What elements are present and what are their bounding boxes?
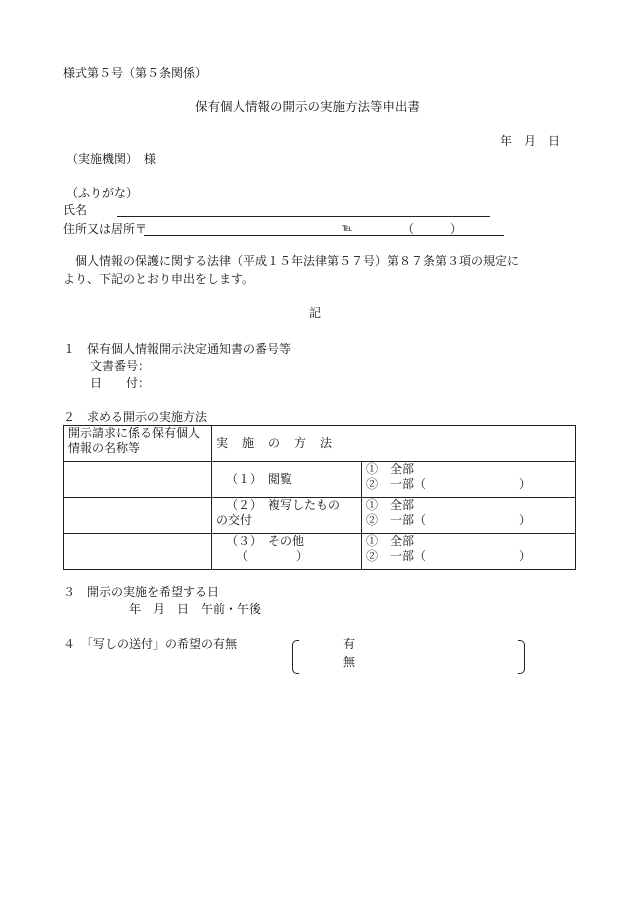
table-row	[64, 498, 576, 534]
option-all[interactable]: ① 全部	[366, 498, 415, 512]
option-yes[interactable]: 有	[343, 637, 356, 651]
desired-date-line: 年 月 日 午前・午後	[129, 602, 262, 616]
info-name-cell-2[interactable]	[64, 498, 212, 534]
method-cell-3	[212, 534, 362, 570]
method-label: （２） 複写したもの	[226, 498, 341, 512]
body-text-line-2: より、下記のとおり申出をします。	[63, 272, 255, 286]
table-header-row	[64, 426, 576, 462]
section2-heading: ２ 求める開示の実施方法	[63, 410, 208, 424]
section3-heading: ３ 開示の実施を希望する日	[63, 585, 220, 599]
name-label: 氏名	[63, 203, 88, 217]
header-method: 実 施 の 方 法	[212, 426, 576, 462]
ki-label: 記	[309, 306, 322, 320]
recipient: （実施機関） 様	[66, 152, 157, 166]
table-row	[64, 462, 576, 498]
option-part[interactable]: ② 一部（	[366, 477, 427, 491]
option-all[interactable]: ① 全部	[366, 462, 415, 476]
table-row	[64, 534, 576, 570]
tel-parentheses: （ ）	[402, 222, 463, 236]
info-name-cell-3[interactable]	[64, 534, 212, 570]
notice-date-label: 日 付：	[90, 376, 151, 390]
method-label-cont: の交付	[216, 513, 253, 527]
date-line: 年 月 日	[500, 134, 561, 148]
header-info-name: 開示請求に係る保有個人情報の名称等	[64, 426, 212, 462]
scope-cell-3: ① 全部 ② 一部（ ）	[362, 534, 576, 570]
option-part[interactable]: ② 一部（	[366, 513, 427, 527]
option-all[interactable]: ① 全部	[366, 534, 415, 548]
body-text-line-1: 個人情報の保護に関する法律（平成１５年法律第５７号）第８７条第３項の規定に	[75, 254, 520, 268]
info-name-cell-1[interactable]	[64, 462, 212, 498]
address-label: 住所又は居所〒	[63, 222, 148, 236]
method-cell-2	[212, 498, 362, 534]
methods-table	[63, 425, 576, 570]
form-number: 様式第５号（第５条関係）	[63, 66, 208, 80]
furigana-label: （ふりがな）	[66, 186, 139, 200]
right-bracket	[518, 640, 525, 674]
method-other-input[interactable]: （ ）	[236, 549, 309, 563]
tel-label: ℡	[342, 223, 353, 234]
scope-cell-1: ① 全部 ② 一部（ ）	[362, 462, 576, 498]
page-title: 保有個人情報の開示の実施方法等申出書	[195, 99, 421, 114]
scope-cell-2: ① 全部 ② 一部（ ）	[362, 498, 576, 534]
section4-heading: ４ 「写しの送付」の希望の有無	[63, 637, 238, 651]
option-no[interactable]: 無	[343, 655, 356, 669]
left-bracket	[292, 640, 299, 674]
name-underline	[117, 216, 490, 217]
option-part[interactable]: ② 一部（	[366, 549, 427, 563]
section1-heading: １ 保有個人情報開示決定通知書の番号等	[63, 342, 292, 356]
method-cell-1	[212, 462, 362, 498]
method-label: （１） 閲覧	[226, 472, 293, 486]
method-label: （３） その他	[226, 534, 305, 548]
doc-number-label: 文書番号：	[90, 359, 151, 373]
